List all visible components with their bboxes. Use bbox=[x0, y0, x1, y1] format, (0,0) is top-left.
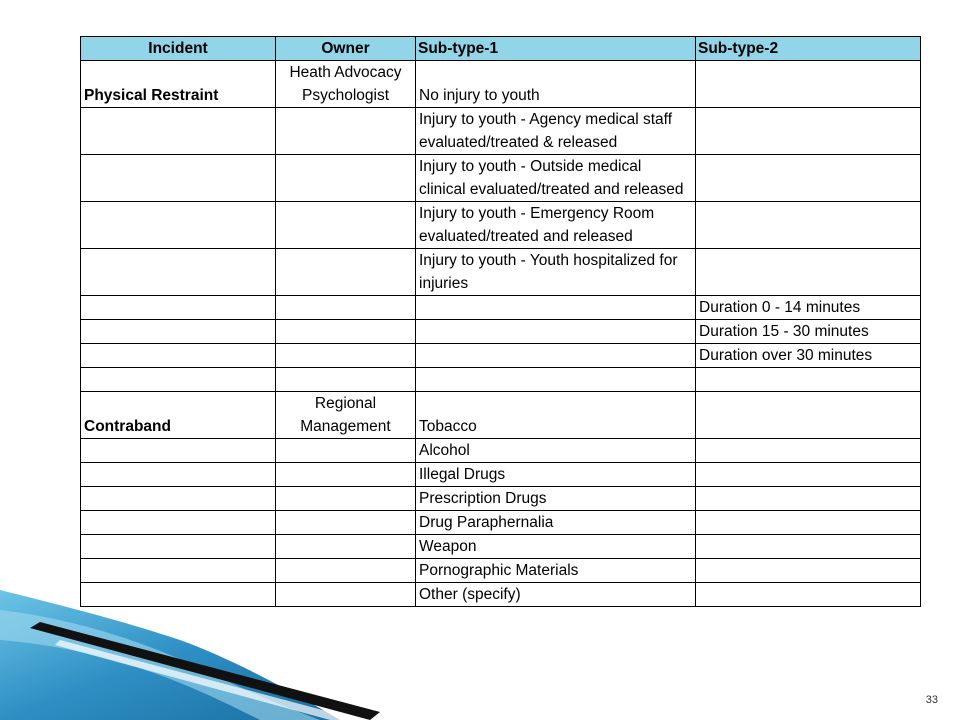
header-owner: Owner bbox=[276, 37, 416, 61]
owner-cell bbox=[276, 249, 416, 296]
incident-cell bbox=[81, 487, 276, 511]
sub-type-2-cell: Duration 0 - 14 minutes bbox=[696, 296, 921, 320]
table-row bbox=[81, 511, 921, 535]
table-row bbox=[81, 320, 921, 344]
sub-type-1-cell bbox=[416, 296, 696, 320]
incident-cell bbox=[81, 344, 276, 368]
owner-cell bbox=[276, 344, 416, 368]
sub-type-1-cell: Illegal Drugs bbox=[416, 463, 696, 487]
sub-type-2-cell bbox=[696, 368, 921, 392]
incident-cell bbox=[81, 559, 276, 583]
incident-cell bbox=[81, 320, 276, 344]
incident-cell bbox=[81, 249, 276, 296]
incident-cell bbox=[81, 155, 276, 202]
sub-type-2-cell bbox=[696, 392, 921, 439]
table-row bbox=[81, 487, 921, 511]
sub-type-1-cell bbox=[416, 344, 696, 368]
owner-cell bbox=[276, 583, 416, 607]
sub-type-2-cell bbox=[696, 202, 921, 249]
owner-cell bbox=[276, 511, 416, 535]
owner-cell bbox=[276, 108, 416, 155]
table-row bbox=[81, 61, 921, 108]
table-row bbox=[81, 463, 921, 487]
table-row bbox=[81, 202, 921, 249]
incident-table bbox=[80, 36, 921, 607]
table-row bbox=[81, 559, 921, 583]
table-row bbox=[81, 583, 921, 607]
sub-type-2-cell bbox=[696, 108, 921, 155]
table-row bbox=[81, 249, 921, 296]
table-row bbox=[81, 344, 921, 368]
table-row bbox=[81, 368, 921, 392]
sub-type-1-cell bbox=[416, 320, 696, 344]
sub-type-1-cell: Alcohol bbox=[416, 439, 696, 463]
owner-cell bbox=[276, 439, 416, 463]
owner-cell bbox=[276, 463, 416, 487]
sub-type-2-cell bbox=[696, 155, 921, 202]
table-row bbox=[81, 296, 921, 320]
owner-cell bbox=[276, 535, 416, 559]
sub-type-1-cell: Injury to youth - Agency medical staff evaluated/treated & released bbox=[416, 108, 696, 155]
sub-type-1-cell: Other (specify) bbox=[416, 583, 696, 607]
incident-cell bbox=[81, 296, 276, 320]
sub-type-2-cell bbox=[696, 559, 921, 583]
page-number: 33 bbox=[925, 694, 938, 706]
header-incident: Incident bbox=[81, 37, 276, 61]
incident-cell bbox=[81, 368, 276, 392]
sub-type-1-cell: No injury to youth bbox=[416, 61, 696, 108]
sub-type-1-cell: Pornographic Materials bbox=[416, 559, 696, 583]
sub-type-1-cell: Injury to youth - Outside medical clinical evaluated/treated and released bbox=[416, 155, 696, 202]
sub-type-2-cell bbox=[696, 487, 921, 511]
table-row bbox=[81, 392, 921, 439]
table-row bbox=[81, 439, 921, 463]
sub-type-1-cell: Prescription Drugs bbox=[416, 487, 696, 511]
incident-cell bbox=[81, 583, 276, 607]
owner-cell bbox=[276, 368, 416, 392]
incident-cell bbox=[81, 535, 276, 559]
owner-cell: Regional Management bbox=[276, 392, 416, 439]
sub-type-1-cell: Drug Paraphernalia bbox=[416, 511, 696, 535]
incident-cell: Physical Restraint bbox=[81, 61, 276, 108]
owner-cell bbox=[276, 202, 416, 249]
sub-type-2-cell bbox=[696, 511, 921, 535]
incident-cell bbox=[81, 108, 276, 155]
sub-type-1-cell: Tobacco bbox=[416, 392, 696, 439]
owner-cell bbox=[276, 320, 416, 344]
owner-cell: Heath Advocacy Psychologist bbox=[276, 61, 416, 108]
header-sub-type-1: Sub-type-1 bbox=[416, 37, 696, 61]
incident-cell bbox=[81, 511, 276, 535]
sub-type-2-cell bbox=[696, 463, 921, 487]
incident-cell bbox=[81, 439, 276, 463]
incident-cell bbox=[81, 202, 276, 249]
sub-type-2-cell bbox=[696, 535, 921, 559]
sub-type-1-cell: Injury to youth - Youth hospitalized for injuries bbox=[416, 249, 696, 296]
owner-cell bbox=[276, 155, 416, 202]
owner-cell bbox=[276, 487, 416, 511]
owner-cell bbox=[276, 559, 416, 583]
table-row bbox=[81, 155, 921, 202]
sub-type-2-cell: Duration over 30 minutes bbox=[696, 344, 921, 368]
sub-type-2-cell bbox=[696, 61, 921, 108]
header-sub-type-2: Sub-type-2 bbox=[696, 37, 921, 61]
sub-type-1-cell: Weapon bbox=[416, 535, 696, 559]
sub-type-1-cell: Injury to youth - Emergency Room evaluated/treated and released bbox=[416, 202, 696, 249]
owner-cell bbox=[276, 296, 416, 320]
sub-type-2-cell bbox=[696, 583, 921, 607]
sub-type-1-cell bbox=[416, 368, 696, 392]
sub-type-2-cell: Duration 15 - 30 minutes bbox=[696, 320, 921, 344]
table-header-row bbox=[81, 37, 921, 61]
table-row bbox=[81, 108, 921, 155]
incident-cell: Contraband bbox=[81, 392, 276, 439]
incident-cell bbox=[81, 463, 276, 487]
sub-type-2-cell bbox=[696, 249, 921, 296]
table-row bbox=[81, 535, 921, 559]
sub-type-2-cell bbox=[696, 439, 921, 463]
